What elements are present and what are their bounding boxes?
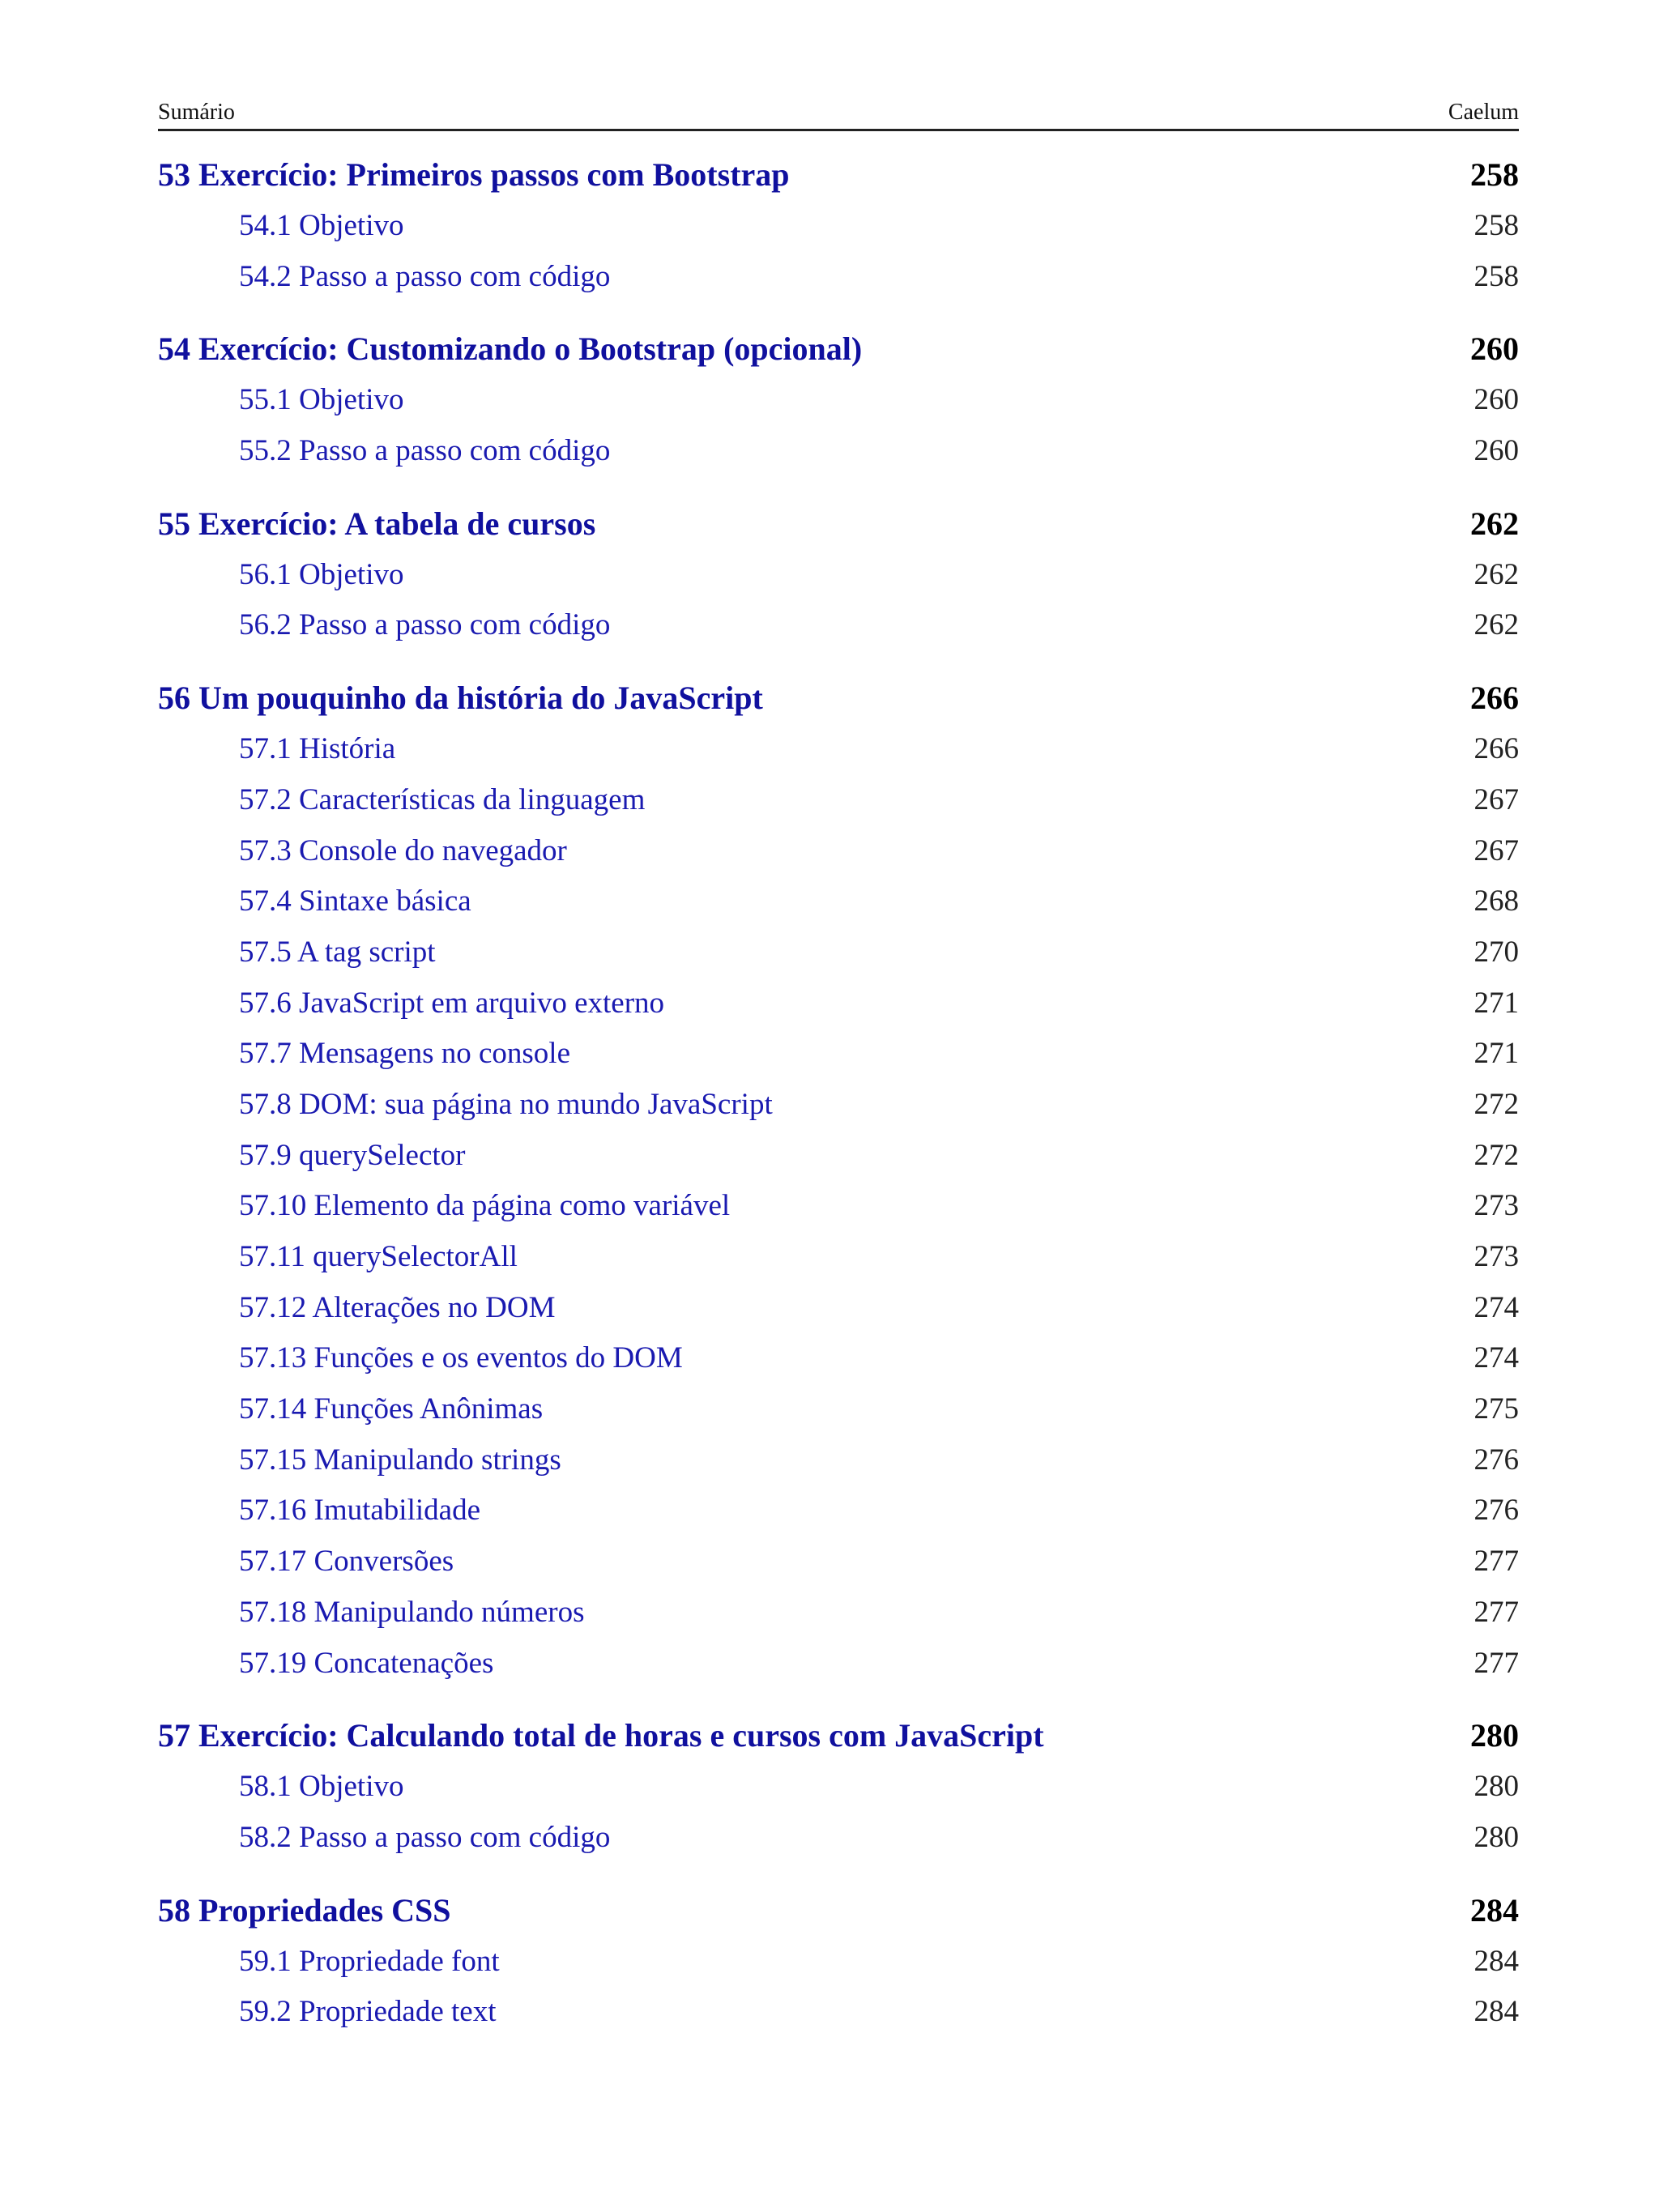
toc-chapter-entry[interactable] bbox=[158, 1885, 1519, 1937]
toc-chapter-entry[interactable] bbox=[158, 1710, 1519, 1762]
section-title-link[interactable]: 57.1 História bbox=[239, 732, 396, 766]
chapter-title-link[interactable]: 55 Exercício: A tabela de cursos bbox=[158, 505, 596, 542]
toc-section-entry[interactable] bbox=[158, 1987, 1519, 2038]
toc-section-entry[interactable] bbox=[158, 775, 1519, 826]
toc-section-entry[interactable] bbox=[158, 1485, 1519, 1536]
section-page-number: 260 bbox=[1473, 434, 1519, 468]
toc-section-entry[interactable] bbox=[158, 1333, 1519, 1384]
section-page-number: 277 bbox=[1473, 1595, 1519, 1629]
section-page-number: 268 bbox=[1473, 884, 1519, 918]
section-title-link[interactable]: 57.12 Alterações no DOM bbox=[239, 1290, 556, 1324]
toc-section-entry[interactable] bbox=[158, 1762, 1519, 1813]
chapter-title-link[interactable]: 54 Exercício: Customizando o Bootstrap (opcional) bbox=[158, 330, 863, 368]
chapter-title-link[interactable]: 58 Propriedades CSS bbox=[158, 1891, 451, 1929]
toc-chapter-entry[interactable] bbox=[158, 498, 1519, 550]
section-title-link[interactable]: 54.1 Objetivo bbox=[239, 209, 404, 242]
section-title-link[interactable]: 54.2 Passo a passo com código bbox=[239, 259, 611, 293]
section-page-number: 258 bbox=[1473, 259, 1519, 293]
chapter-page-number: 260 bbox=[1470, 330, 1519, 368]
toc-section-entry[interactable] bbox=[158, 375, 1519, 426]
section-page-number: 280 bbox=[1473, 1820, 1519, 1854]
section-title-link[interactable]: 57.2 Características da linguagem bbox=[239, 782, 646, 816]
section-page-number: 284 bbox=[1473, 1944, 1519, 1978]
section-title-link[interactable]: 57.3 Console do navegador bbox=[239, 833, 567, 867]
section-title-link[interactable]: 59.1 Propriedade font bbox=[239, 1944, 500, 1978]
toc-section-entry[interactable] bbox=[158, 1131, 1519, 1182]
section-page-number: 260 bbox=[1473, 383, 1519, 417]
toc-section-entry[interactable] bbox=[158, 201, 1519, 252]
section-title-link[interactable]: 59.2 Propriedade text bbox=[239, 1995, 497, 2029]
section-title-link[interactable]: 57.10 Elemento da página como variável bbox=[239, 1189, 731, 1223]
section-page-number: 272 bbox=[1473, 1138, 1519, 1172]
section-page-number: 267 bbox=[1473, 833, 1519, 867]
section-title-link[interactable]: 57.17 Conversões bbox=[239, 1545, 454, 1579]
chapter-page-number: 266 bbox=[1470, 680, 1519, 717]
section-page-number: 271 bbox=[1473, 1037, 1519, 1071]
toc-section-entry[interactable] bbox=[158, 1232, 1519, 1283]
toc-chapter bbox=[158, 323, 1519, 476]
chapter-page-number: 284 bbox=[1470, 1891, 1519, 1929]
chapter-title-link[interactable]: 57 Exercício: Calculando total de horas e cursos com JavaScript bbox=[158, 1717, 1044, 1754]
section-title-link[interactable]: 55.2 Passo a passo com código bbox=[239, 434, 611, 468]
toc-section-entry[interactable] bbox=[158, 1639, 1519, 1690]
chapter-title-link[interactable]: 53 Exercício: Primeiros passos com Bootstrap bbox=[158, 156, 790, 193]
toc-chapter-entry[interactable] bbox=[158, 323, 1519, 375]
section-title-link[interactable]: 57.8 DOM: sua página no mundo JavaScript bbox=[239, 1087, 773, 1121]
toc-chapter-entry[interactable] bbox=[158, 149, 1519, 201]
section-title-link[interactable]: 58.1 Objetivo bbox=[239, 1770, 404, 1804]
section-page-number: 270 bbox=[1473, 935, 1519, 969]
section-page-number: 284 bbox=[1473, 1995, 1519, 2029]
section-title-link[interactable]: 57.4 Sintaxe básica bbox=[239, 884, 471, 918]
toc-chapter bbox=[158, 1885, 1519, 2038]
header-section-title: Sumário bbox=[158, 100, 235, 125]
section-page-number: 280 bbox=[1473, 1770, 1519, 1804]
toc-section-entry[interactable] bbox=[158, 724, 1519, 775]
toc-section-entry[interactable] bbox=[158, 1435, 1519, 1486]
toc-section-entry[interactable] bbox=[158, 1029, 1519, 1080]
chapter-page-number: 262 bbox=[1470, 505, 1519, 542]
toc-section-entry[interactable] bbox=[158, 252, 1519, 303]
section-title-link[interactable]: 57.7 Mensagens no console bbox=[239, 1037, 570, 1071]
toc-section-entry[interactable] bbox=[158, 1536, 1519, 1588]
section-title-link[interactable]: 58.2 Passo a passo com código bbox=[239, 1820, 611, 1854]
toc-section-entry[interactable] bbox=[158, 1813, 1519, 1864]
section-title-link[interactable]: 56.1 Objetivo bbox=[239, 557, 404, 591]
table-of-contents bbox=[158, 149, 1519, 2038]
section-title-link[interactable]: 56.2 Passo a passo com código bbox=[239, 608, 611, 642]
section-page-number: 277 bbox=[1473, 1646, 1519, 1680]
toc-chapter-entry[interactable] bbox=[158, 672, 1519, 724]
toc-section-entry[interactable] bbox=[158, 927, 1519, 978]
section-page-number: 271 bbox=[1473, 986, 1519, 1020]
running-header bbox=[158, 93, 1519, 131]
section-page-number: 258 bbox=[1473, 209, 1519, 242]
section-page-number: 274 bbox=[1473, 1341, 1519, 1375]
toc-chapter bbox=[158, 498, 1519, 651]
section-title-link[interactable]: 55.1 Objetivo bbox=[239, 383, 404, 417]
toc-section-entry[interactable] bbox=[158, 550, 1519, 601]
section-page-number: 267 bbox=[1473, 782, 1519, 816]
section-page-number: 275 bbox=[1473, 1392, 1519, 1426]
toc-section-entry[interactable] bbox=[158, 1588, 1519, 1639]
toc-chapter bbox=[158, 1710, 1519, 1863]
toc-section-entry[interactable] bbox=[158, 1181, 1519, 1232]
chapter-title-link[interactable]: 56 Um pouquinho da história do JavaScript bbox=[158, 680, 763, 717]
toc-section-entry[interactable] bbox=[158, 426, 1519, 477]
section-title-link[interactable]: 57.14 Funções Anônimas bbox=[239, 1392, 544, 1426]
section-title-link[interactable]: 57.16 Imutabilidade bbox=[239, 1494, 480, 1528]
toc-chapter bbox=[158, 672, 1519, 1689]
toc-section-entry[interactable] bbox=[158, 600, 1519, 651]
section-title-link[interactable]: 57.5 A tag script bbox=[239, 935, 436, 969]
section-title-link[interactable]: 57.13 Funções e os eventos do DOM bbox=[239, 1341, 683, 1375]
section-page-number: 272 bbox=[1473, 1087, 1519, 1121]
section-page-number: 274 bbox=[1473, 1290, 1519, 1324]
toc-section-entry[interactable] bbox=[158, 1937, 1519, 1988]
section-page-number: 273 bbox=[1473, 1189, 1519, 1223]
toc-chapter bbox=[158, 149, 1519, 302]
section-title-link[interactable]: 57.11 querySelectorAll bbox=[239, 1240, 518, 1273]
section-page-number: 276 bbox=[1473, 1494, 1519, 1528]
section-title-link[interactable]: 57.19 Concatenações bbox=[239, 1646, 494, 1680]
section-title-link[interactable]: 57.6 JavaScript em arquivo externo bbox=[239, 986, 665, 1020]
toc-section-entry[interactable] bbox=[158, 1283, 1519, 1334]
toc-section-entry[interactable] bbox=[158, 978, 1519, 1029]
section-title-link[interactable]: 57.15 Manipulando strings bbox=[239, 1443, 561, 1477]
toc-section-entry[interactable] bbox=[158, 826, 1519, 877]
toc-section-entry[interactable] bbox=[158, 1384, 1519, 1435]
toc-section-entry[interactable] bbox=[158, 876, 1519, 927]
toc-section-entry[interactable] bbox=[158, 1080, 1519, 1131]
header-publisher: Caelum bbox=[1448, 100, 1519, 125]
section-page-number: 266 bbox=[1473, 732, 1519, 766]
section-page-number: 262 bbox=[1473, 557, 1519, 591]
chapter-page-number: 258 bbox=[1470, 156, 1519, 193]
section-title-link[interactable]: 57.9 querySelector bbox=[239, 1138, 466, 1172]
document-page bbox=[158, 93, 1519, 2038]
chapter-page-number: 280 bbox=[1470, 1717, 1519, 1754]
section-page-number: 262 bbox=[1473, 608, 1519, 642]
section-page-number: 273 bbox=[1473, 1240, 1519, 1273]
section-page-number: 276 bbox=[1473, 1443, 1519, 1477]
section-title-link[interactable]: 57.18 Manipulando números bbox=[239, 1595, 585, 1629]
section-page-number: 277 bbox=[1473, 1545, 1519, 1579]
